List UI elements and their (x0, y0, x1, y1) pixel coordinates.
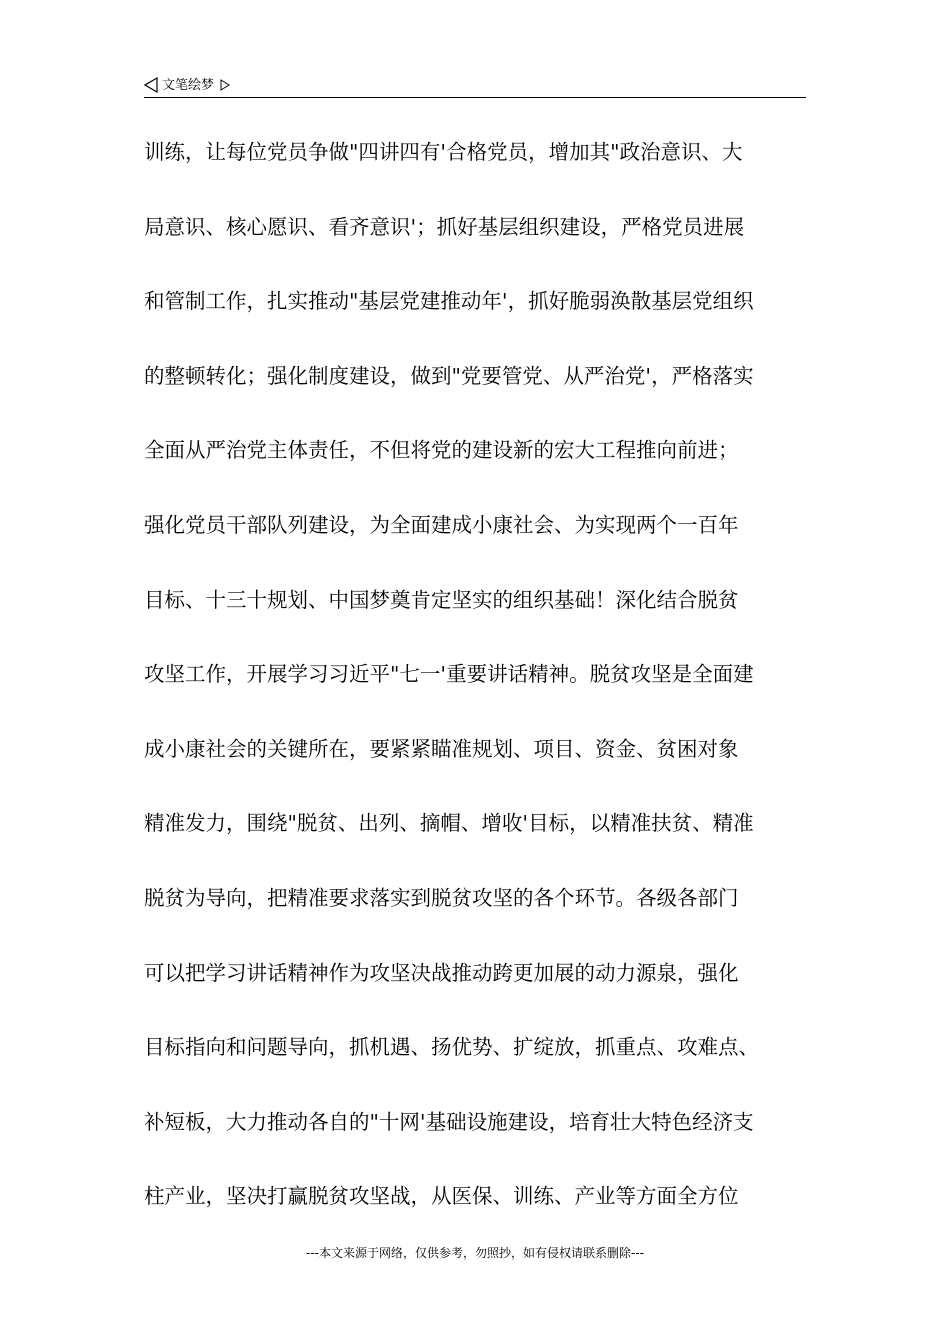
body-line: 脱贫为导向，把精准要求落实到脱贫攻坚的各个环节。各级各部门 (144, 885, 739, 910)
body-line: 训练，让每位党员争做"四讲四有'合格党员，增加其"政治意识、大 (144, 140, 743, 164)
page-header (144, 73, 806, 97)
body-line: 强化党员干部队列建设，为全面建成小康社会、为实现两个一百年 (144, 512, 739, 537)
body-line: 局意识、核心愿识、看齐意识'；抓好基层组织建设，严格党员进展 (144, 214, 745, 239)
body-line: 补短板，大力推动各自的"十网'基础设施建设，培育壮大特色经济支 (144, 1109, 754, 1134)
body-line: 攻坚工作，开展学习习近平"七一'重要讲话精神。脱贫攻坚是全面建 (144, 662, 754, 687)
triangle-left-icon (144, 77, 158, 93)
body-line: 的整顿转化；强化制度建设，做到"党要管党、从严治党'，严格落实 (144, 363, 754, 388)
triangle-right-icon (220, 79, 230, 91)
body-line: 柱产业，坚决打赢脱贫攻坚战，从医保、训练、产业等方面全方位 (144, 1184, 739, 1209)
body-line: 精准发力，围绕"脱贫、出列、摘帽、增收'目标，以精准扶贫、精准 (144, 811, 754, 836)
header-divider (144, 97, 806, 98)
body-line: 和管制工作，扎实推动"基层党建推动年'，抓好脆弱涣散基层党组织 (144, 289, 754, 314)
header-title: 文笔绘梦 (162, 77, 215, 93)
page-footer: ---本文来源于网络，仅供参考，勿照抄，如有侵权请联系删除--- (306, 1246, 644, 1260)
body-line: 目标、十三十规划、中国梦奠肯定坚实的组织基础！深化结合脱贫 (144, 587, 739, 612)
body-line: 成小康社会的关键所在，要紧紧瞄准规划、项目、资金、贫困对象 (144, 736, 739, 761)
body-line: 全面从严治党主体责任，不但将党的建设新的宏大工程推向前进； (144, 438, 739, 463)
body-line: 目标指向和问题导向，抓机遇、扬优势、扩绽放，抓重点、攻难点、 (144, 1035, 759, 1060)
body-line: 可以把学习讲话精神作为攻坚决战推动跨更加展的动力源泉，强化 (144, 960, 739, 985)
document-body (144, 132, 824, 1251)
